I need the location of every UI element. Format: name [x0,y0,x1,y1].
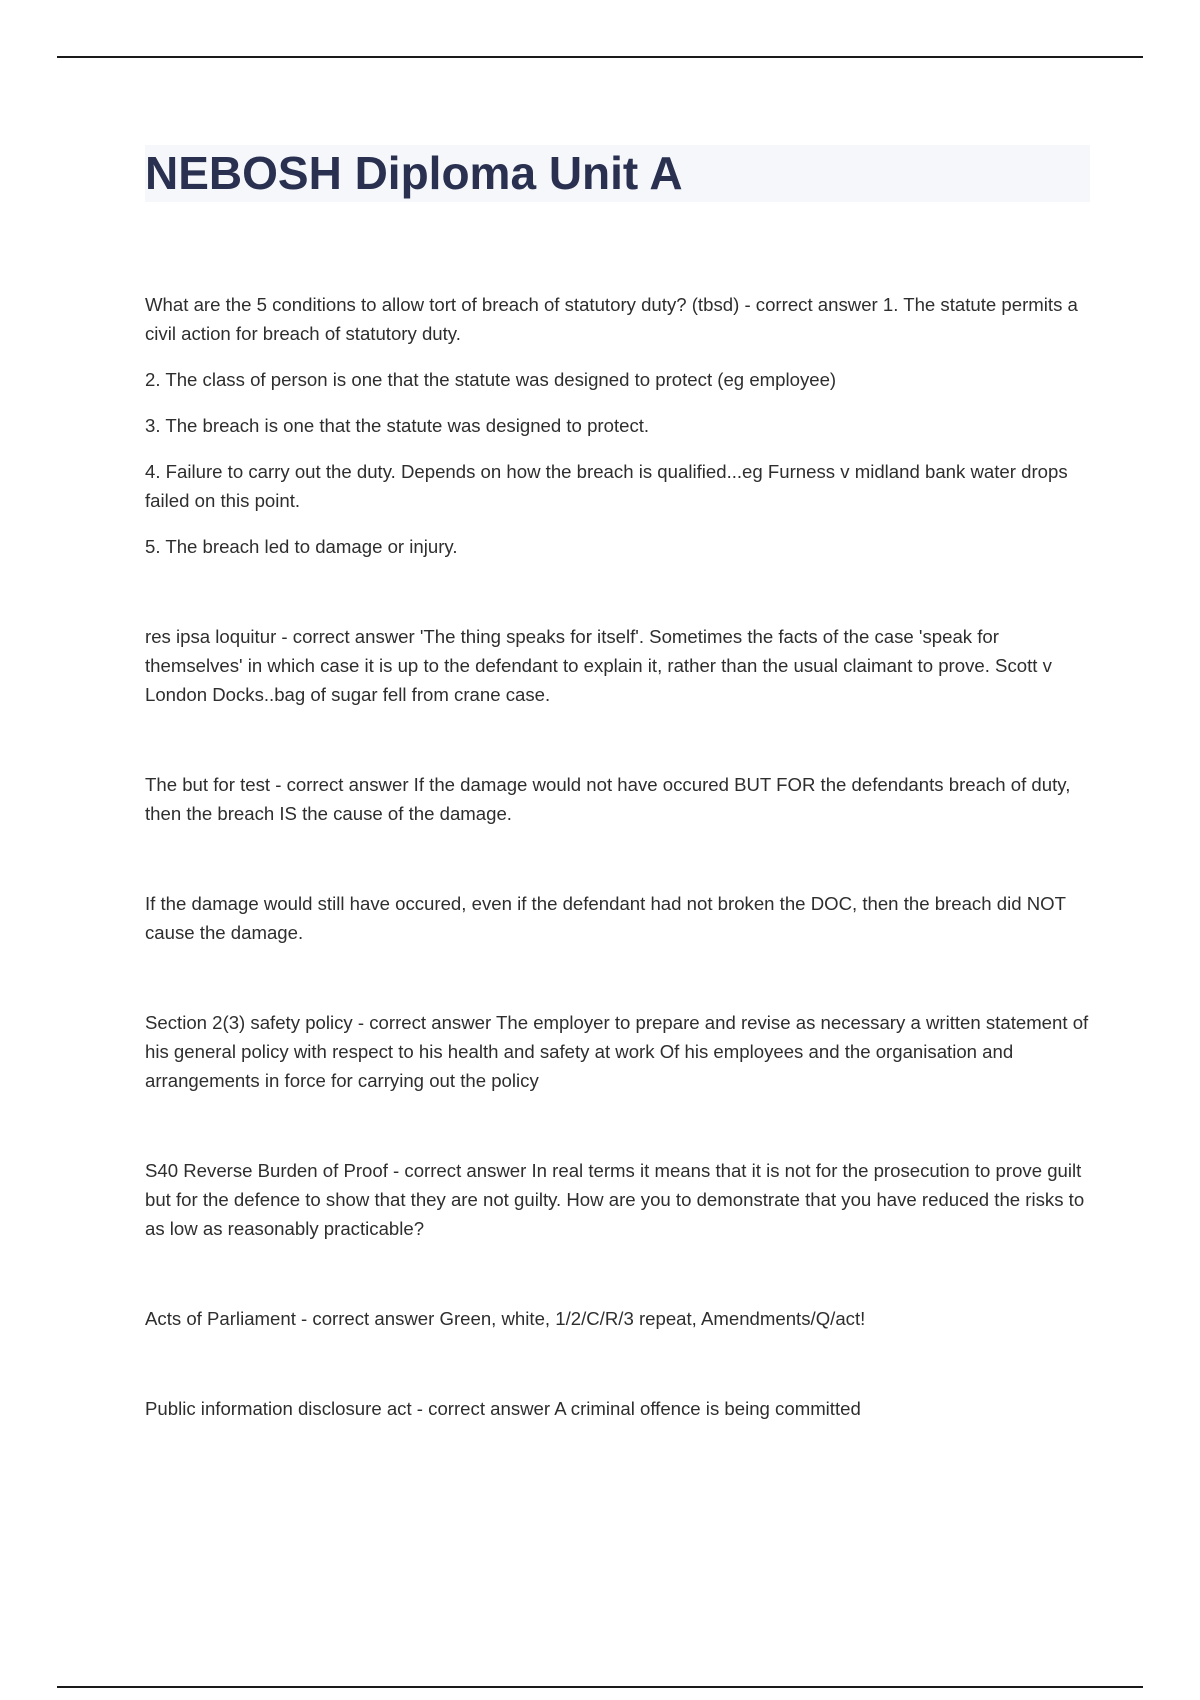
paragraph-condition-4: 4. Failure to carry out the duty. Depends on how the breach is qualified...eg Furness v midland bank water drops failed on this point. [145,461,1068,511]
bottom-rule [57,1686,1143,1688]
document-title: NEBOSH Diploma Unit A [145,147,683,199]
paragraph-condition-5: 5. The breach led to damage or injury. [145,536,458,557]
paragraph-but-for-test: The but for test - correct answer If the damage would not have occured BUT FOR the defendants breach of duty, then the breach IS the cause of the damage. [145,774,1071,824]
paragraph-public-information-disclosure: Public information disclosure act - correct answer A criminal offence is being committed [145,1398,861,1419]
paragraph-breach-statutory-duty: What are the 5 conditions to allow tort of breach of statutory duty? (tbsd) - correct answer 1. The statute permits a civil action for breach of statutory duty. [145,294,1078,344]
paragraph-condition-2: 2. The class of person is one that the statute was designed to protect (eg employee) [145,369,837,390]
document-body [145,290,1090,1423]
paragraph-res-ipsa-loquitur: res ipsa loquitur - correct answer 'The thing speaks for itself'. Sometimes the facts of the case 'speak for themselves' in which case it is up to the defendant to explain it, rather than the usual claimant to prove. Scott v London Docks..bag of sugar fell from crane case. [145,626,1052,705]
paragraph-section-2-3: Section 2(3) safety policy - correct answer The employer to prepare and revise as necessary a written statement of his general policy with respect to his health and safety at work Of his employees and the organisation and arrangements in force for carrying out the policy [145,1012,1089,1091]
top-rule [57,56,1143,58]
paragraph-acts-of-parliament: Acts of Parliament - correct answer Green, white, 1/2/C/R/3 repeat, Amendments/Q/act! [145,1308,866,1329]
paragraph-condition-3: 3. The breach is one that the statute was designed to protect. [145,415,650,436]
paragraph-damage-would-still-occur: If the damage would still have occured, even if the defendant had not broken the DOC, then the breach did NOT cause the damage. [145,893,1066,943]
paragraph-s40-reverse-burden: S40 Reverse Burden of Proof - correct answer In real terms it means that it is not for the prosecution to prove guilt but for the defence to show that they are not guilty. How are you to demonstrate that you have reduced the risks to as low as reasonably practicable? [145,1160,1085,1239]
